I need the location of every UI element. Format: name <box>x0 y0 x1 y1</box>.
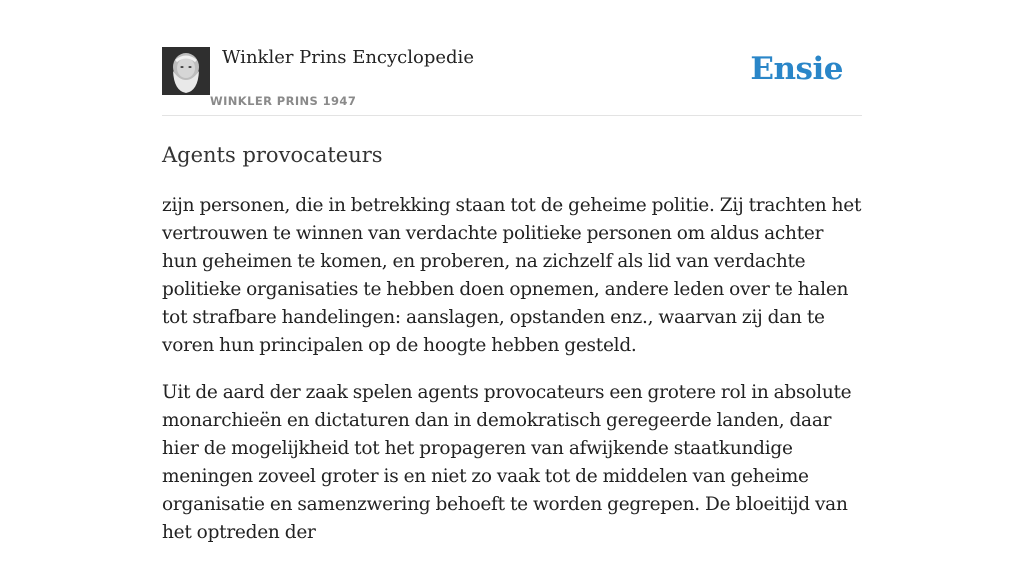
article-body <box>162 192 862 566</box>
brand-logo[interactable]: Ensie <box>750 51 843 87</box>
site-header <box>162 47 862 116</box>
article-paragraph: Uit de aard der zaak spelen agents provocateurs een grotere rol in absolute monarchieën en dictaturen dan in demokratisch geregeerde landen, daar hier de mogelijkheid tot het propageren van afwijkende staatkundige meningen zoveel groter is en niet zo vaak tot de middelen van geheime organisatie en samenzwering behoeft te worden gegrepen. De bloeitijd van het optreden der <box>162 382 852 543</box>
edition-label[interactable]: WINKLER PRINS 1947 <box>210 94 357 108</box>
page <box>162 0 862 543</box>
site-title[interactable]: Winkler Prins Encyclopedie <box>222 47 474 68</box>
article-paragraph: zijn personen, die in betrekking staan tot de geheime politie. Zij trachten het vertrouwen te winnen van verdachte politieke personen om aldus achter hun geheimen te komen, en proberen, na zichzelf als lid van verdachte politieke organisaties te hebben doen opnemen, andere leden over te halen tot strafbare handelingen: aanslagen, opstanden enz., waarvan zij dan te voren hun principalen op de hoogte hebben gesteld. <box>162 195 862 356</box>
portrait-bearded-man-icon[interactable] <box>162 47 210 95</box>
article-title: Agents provocateurs <box>162 143 383 167</box>
